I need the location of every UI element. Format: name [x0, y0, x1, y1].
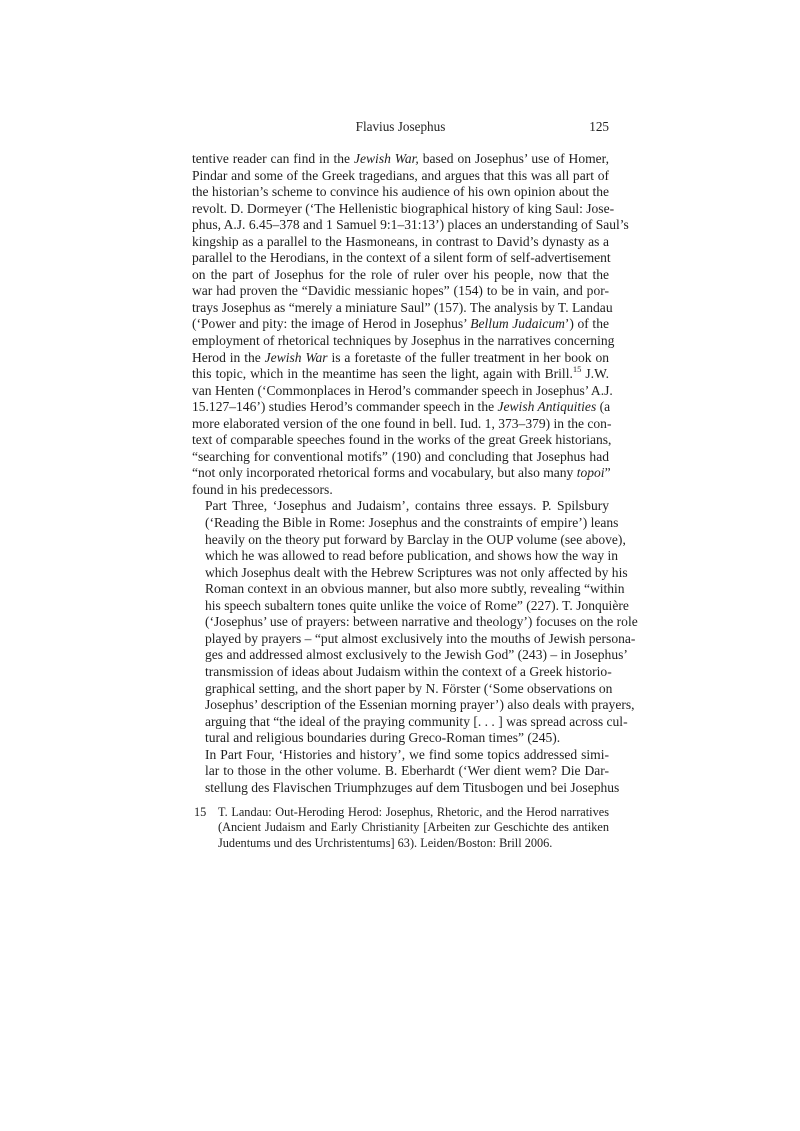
text-line: In Part Four, ‘Histories and history’, we find some topics addressed simi- [205, 746, 609, 762]
text-line: lar to those in the other volume. B. Eberhardt (‘Wer dient wem? Die Dar- [205, 763, 609, 779]
text-line: which he was allowed to read before publication, and shows how the way in [205, 548, 619, 564]
italic-title: topoi [576, 465, 605, 481]
text-line: war had proven the “Davidic messianic hopes” (154) to be in vain, and por- [192, 283, 609, 299]
italic-title: Jewish Antiquities [497, 399, 597, 415]
text-line: tentive reader can find in the Jewish War, based on Josephus’ use of Homer, [192, 151, 609, 166]
text-line: ges and addressed almost exclusively to the Jewish God” (243) – in Josephus’ [205, 647, 628, 663]
text-line: phus, A.J. 6.45–378 and 1 Samuel 9:1–31:13’) places an understanding of Saul’s [192, 217, 629, 233]
text-line: found in his predecessors. [192, 481, 333, 497]
footnote-line: Judentums und des Urchristentums] 63). Leiden/Boston: Brill 2006. [218, 835, 553, 850]
text-line: employment of rhetorical techniques by Josephus in the narratives concerning [192, 333, 615, 349]
text-line: “searching for conventional motifs” (190) and concluding that Josephus had [192, 448, 609, 464]
text-line: text of comparable speeches found in the works of the great Greek historians, [192, 432, 612, 448]
text-line: Herod in the Jewish War is a foretaste of the fuller treatment in her book on [192, 349, 610, 365]
footnote [192, 805, 609, 851]
text-line: trays Josephus as “merely a miniature Saul” (157). The analysis by T. Landau [192, 299, 613, 315]
text-line: “not only incorporated rhetorical forms and vocabulary, but also many topoi” [192, 465, 611, 481]
text-line: transmission of ideas about Judaism within the context of a Greek historio- [205, 663, 612, 679]
text-line: arguing that “the ideal of the praying community [. . . ] was spread across cul- [205, 713, 628, 729]
italic-title: Jewish War, [354, 151, 419, 166]
running-title: Flavius Josephus [355, 119, 446, 134]
text-line: 15.127–146’) studies Herod’s commander speech in the Jewish Antiquities (a [192, 399, 611, 415]
text-line: (‘Power and pity: the image of Herod in Josephus’ Bellum Judaicum’) of the [192, 316, 609, 332]
text-line: played by prayers – “put almost exclusively into the mouths of Jewish persona- [205, 630, 636, 646]
footnotes [192, 805, 609, 851]
text-line: van Henten (‘Commonplaces in Herod’s commander speech in Josephus’ A.J. [192, 382, 613, 398]
text-line: (‘Josephus’ use of prayers: between narrative and theology’) focuses on the role [205, 614, 638, 630]
footnote-line: (Ancient Judaism and Early Christianity [Arbeiten zur Geschichte des antiken [218, 820, 609, 835]
text-line: his speech subaltern tones quite unlike the voice of Rome” (227). T. Jonquière [205, 597, 629, 613]
text-line: Josephus’ description of the Essenian morning prayer’) also deals with prayers, [205, 697, 635, 713]
text-line: stellung des Flavischen Triumphzuges auf dem Titusbogen und bei Josephus [205, 779, 620, 795]
text-line: Part Three, ‘Josephus and Judaism’, contains three essays. P. Spilsbury [205, 498, 609, 514]
paragraph [192, 151, 629, 498]
text-line: which Josephus dealt with the Hebrew Scriptures was not only affected by his [205, 564, 628, 580]
italic-title: Jewish War [264, 349, 328, 365]
paragraph [192, 746, 620, 797]
italic-title: Bellum Judaicum [470, 316, 565, 332]
text-line: parallel to the Herodians, in the context of a silent form of self-advertisement [192, 250, 611, 266]
text-line: tural and religious boundaries during Greco-Roman times” (245). [205, 730, 561, 746]
text-line: graphical setting, and the short paper by N. Förster (‘Some observations on [205, 680, 613, 696]
text-line: Roman context in an obvious manner, but also more subtly, revealing “within [205, 581, 625, 597]
text-line: (‘Reading the Bible in Rome: Josephus and the constraints of empire’) leans [205, 515, 619, 531]
paragraph [192, 498, 638, 746]
footnote-reference[interactable]: 15 [572, 363, 582, 374]
footnote-text [218, 805, 609, 851]
text-line: revolt. D. Dormeyer (‘The Hellenistic biographical history of king Saul: Jose- [192, 200, 615, 216]
text-line: this topic, which in the meantime has seen the light, again with Brill.$^{15}$ J.W. [192, 363, 610, 382]
footnote-number: 15 [194, 805, 207, 819]
body-text [192, 151, 638, 796]
text-line: on the part of Josephus for the role of ruler over his people, now that the [192, 266, 609, 282]
text-line: the historian’s scheme to convince his audience of his own opinion about the [192, 184, 609, 200]
page-number: 125 [589, 119, 609, 134]
footnote-line: T. Landau: Out-Heroding Herod: Josephus, Rhetoric, and the Herod narratives [218, 805, 609, 819]
text-line: kingship as a parallel to the Hasmoneans, in contrast to David’s dynasty as a [192, 233, 609, 249]
text-line: more elaborated version of the one found in bell. Iud. 1, 373–379) in the con- [192, 415, 612, 431]
text-line: heavily on the theory put forward by Barclay in the OUP volume (see above), [205, 531, 626, 547]
running-head [192, 119, 609, 137]
text-line: Pindar and some of the Greek tragedians, and argues that this was all part of [192, 167, 609, 183]
